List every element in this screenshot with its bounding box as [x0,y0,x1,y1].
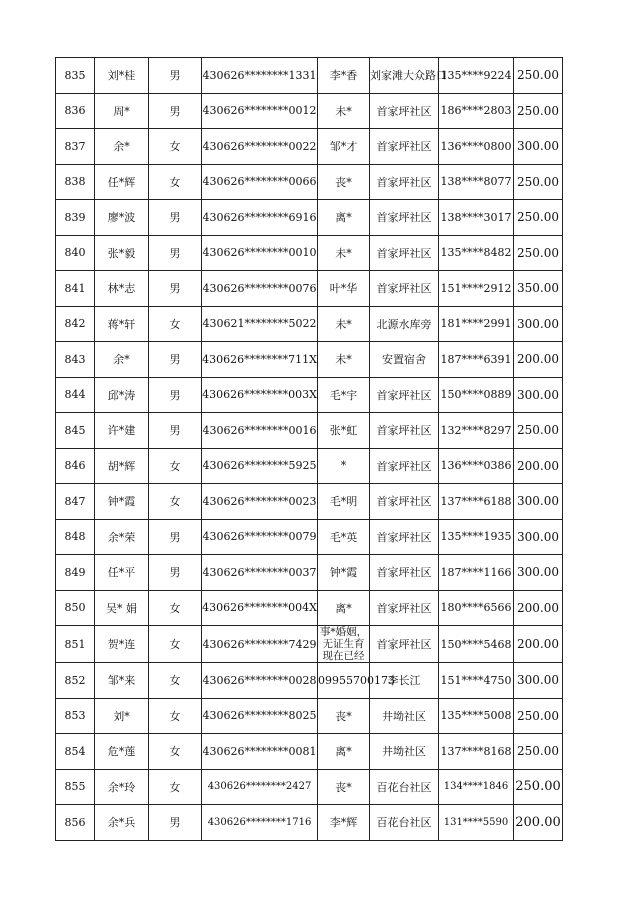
amount-cell: 300.00 [514,555,563,591]
address-cell: 首家坪社区 [370,413,439,449]
name-cell: 余*荣 [95,519,149,555]
relation-cell: 毛*宇 [318,377,370,413]
address-cell: 首家坪社区 [370,519,439,555]
phone-cell: 136****0800 [439,129,514,165]
id-number-cell: 430626********6916 [202,200,318,236]
address-cell: 首家坪社区 [370,377,439,413]
address-cell: 首家坪社区 [370,129,439,165]
row-number: 851 [56,626,95,663]
phone-cell: 180****6566 [439,590,514,626]
name-cell: 廖*波 [95,200,149,236]
relation-cell: 钟*霞 [318,555,370,591]
address-cell: 首家坪社区 [370,626,439,663]
amount-cell: 300.00 [514,484,563,520]
relation-cell: 张*虹 [318,413,370,449]
row-number: 838 [56,164,95,200]
row-number: 855 [56,769,95,805]
id-number-cell: 430626********0076 [202,271,318,307]
name-cell: 危*莲 [95,734,149,770]
name-cell: 刘*桂 [95,58,149,94]
name-cell: 胡*辉 [95,448,149,484]
name-cell: 吴* 娟 [95,590,149,626]
table-row [56,555,563,591]
id-number-cell: 430626********0066 [202,164,318,200]
gender-cell: 男 [149,58,202,94]
amount-cell: 250.00 [514,769,563,805]
name-cell: 贺*连 [95,626,149,663]
name-cell: 蒋*轩 [95,306,149,342]
row-number: 853 [56,698,95,734]
row-number: 839 [56,200,95,236]
table-row [56,58,563,94]
gender-cell: 男 [149,342,202,378]
gender-cell: 男 [149,555,202,591]
table-row [56,129,563,165]
address-cell: 井坳社区 [370,734,439,770]
row-number: 845 [56,413,95,449]
amount-cell: 250.00 [514,93,563,129]
relation-cell: 离* [318,734,370,770]
phone-cell: 187****1166 [439,555,514,591]
phone-cell: 136****0386 [439,448,514,484]
id-number-cell: 430626********0022 [202,129,318,165]
id-number-cell: 430621********5022 [202,306,318,342]
amount-cell: 250.00 [514,734,563,770]
name-cell: 余* [95,342,149,378]
row-number: 852 [56,663,95,699]
address-cell: 北源水库旁 [370,306,439,342]
amount-cell: 250.00 [514,413,563,449]
id-number-cell: 430626********004X [202,590,318,626]
amount-cell: 200.00 [514,448,563,484]
gender-cell: 女 [149,306,202,342]
id-number-cell: 430626********0023 [202,484,318,520]
address-cell: 井坳社区 [370,698,439,734]
table-row [56,306,563,342]
name-cell: 钟*霞 [95,484,149,520]
address-cell: 首家坪社区 [370,590,439,626]
amount-cell: 250.00 [514,235,563,271]
relation-cell: 毛*英 [318,519,370,555]
row-number: 849 [56,555,95,591]
table-row [56,377,563,413]
relation-cell: 离* [318,200,370,236]
table-row [56,93,563,129]
amount-cell: 200.00 [514,805,563,841]
amount-cell: 300.00 [514,377,563,413]
phone-cell: 151****2912 [439,271,514,307]
row-number: 841 [56,271,95,307]
name-cell: 邱*涛 [95,377,149,413]
address-cell: 首家坪社区 [370,271,439,307]
gender-cell: 女 [149,734,202,770]
name-cell: 余*玲 [95,769,149,805]
row-number: 847 [56,484,95,520]
address-cell: 首家坪社区 [370,235,439,271]
table-row [56,698,563,734]
gender-cell: 女 [149,769,202,805]
id-number-cell: 430626********0081 [202,734,318,770]
amount-cell: 300.00 [514,306,563,342]
gender-cell: 男 [149,377,202,413]
id-number-cell: 430626********711X [202,342,318,378]
relation-cell: 丧* [318,698,370,734]
id-number-cell: 430626********1716 [202,805,318,841]
name-cell: 林*志 [95,271,149,307]
row-number: 850 [56,590,95,626]
relation-cell: 叶*华 [318,271,370,307]
address-cell: 首家坪社区 [370,555,439,591]
relation-cell: 邹*才 [318,129,370,165]
amount-cell: 250.00 [514,200,563,236]
gender-cell: 男 [149,200,202,236]
name-cell: 邹*来 [95,663,149,699]
phone-cell: 135****1935 [439,519,514,555]
phone-cell: 135****9224 [439,58,514,94]
relation-cell: 事*婚姻，无证生育现在已经 [318,626,370,663]
table-row [56,235,563,271]
gender-cell: 女 [149,484,202,520]
amount-cell: 350.00 [514,271,563,307]
address-cell: 首家坪社区 [370,484,439,520]
id-number-cell: 430626********1331 [202,58,318,94]
id-number-cell: 430626********2427 [202,769,318,805]
row-number: 837 [56,129,95,165]
row-number: 854 [56,734,95,770]
gender-cell: 女 [149,590,202,626]
gender-cell: 女 [149,164,202,200]
phone-cell: 132****8297 [439,413,514,449]
phone-cell: 135****8482 [439,235,514,271]
address-cell: 李长江 [370,663,439,699]
gender-cell: 男 [149,519,202,555]
row-number: 842 [56,306,95,342]
name-cell: 周* [95,93,149,129]
amount-cell: 250.00 [514,164,563,200]
table-row [56,448,563,484]
name-cell: 任*平 [95,555,149,591]
id-number-cell: 430626********0028 [202,663,318,699]
table-row [56,164,563,200]
relation-cell: 离* [318,590,370,626]
address-cell: 安置宿舍 [370,342,439,378]
table-row [56,413,563,449]
name-cell: 许*建 [95,413,149,449]
phone-cell: 137****6188 [439,484,514,520]
gender-cell: 男 [149,93,202,129]
relation-cell: 李*辉 [318,805,370,841]
phone-cell: 135****5008 [439,698,514,734]
gender-cell: 女 [149,663,202,699]
phone-cell: 187****6391 [439,342,514,378]
gender-cell: 男 [149,413,202,449]
gender-cell: 男 [149,235,202,271]
amount-cell: 200.00 [514,626,563,663]
id-number-cell: 430626********0079 [202,519,318,555]
id-number-cell: 430626********003X [202,377,318,413]
row-number: 846 [56,448,95,484]
table-row [56,271,563,307]
amount-cell: 300.00 [514,519,563,555]
row-number: 848 [56,519,95,555]
id-number-cell: 430626********5925 [202,448,318,484]
relation-cell: 未* [318,93,370,129]
gender-cell: 女 [149,698,202,734]
phone-cell: 131****5590 [439,805,514,841]
amount-cell: 200.00 [514,342,563,378]
phone-cell: 150****5468 [439,626,514,663]
table-row [56,590,563,626]
address-cell: 百花台社区 [370,769,439,805]
id-number-cell: 430626********8025 [202,698,318,734]
gender-cell: 男 [149,805,202,841]
row-number: 835 [56,58,95,94]
relation-cell: 09955700173 [318,663,370,699]
row-number: 844 [56,377,95,413]
phone-cell: 150****0889 [439,377,514,413]
table-body [56,58,563,841]
name-cell: 刘* [95,698,149,734]
address-cell: 百花台社区 [370,805,439,841]
address-cell: 首家坪社区 [370,93,439,129]
relation-cell: 丧* [318,769,370,805]
id-number-cell: 430626********0037 [202,555,318,591]
row-number: 836 [56,93,95,129]
relation-cell: 未* [318,306,370,342]
table-row [56,484,563,520]
amount-cell: 300.00 [514,129,563,165]
id-number-cell: 430626********0012 [202,93,318,129]
gender-cell: 女 [149,129,202,165]
gender-cell: 女 [149,626,202,663]
row-number: 840 [56,235,95,271]
records-table [55,57,563,841]
relation-cell: 毛*明 [318,484,370,520]
name-cell: 张*毅 [95,235,149,271]
amount-cell: 200.00 [514,590,563,626]
name-cell: 任*辉 [95,164,149,200]
amount-cell: 300.00 [514,663,563,699]
address-cell: 首家坪社区 [370,164,439,200]
phone-cell: 151****4750 [439,663,514,699]
id-number-cell: 430626********7429 [202,626,318,663]
table-row [56,734,563,770]
relation-cell: * [318,448,370,484]
phone-cell: 186****2803 [439,93,514,129]
amount-cell: 250.00 [514,698,563,734]
phone-cell: 138****3017 [439,200,514,236]
name-cell: 余* [95,129,149,165]
table-row [56,200,563,236]
relation-cell: 未* [318,342,370,378]
row-number: 843 [56,342,95,378]
id-number-cell: 430626********0010 [202,235,318,271]
phone-cell: 134****1846 [439,769,514,805]
amount-cell: 250.00 [514,58,563,94]
table-row [56,805,563,841]
gender-cell: 女 [149,448,202,484]
relation-cell: 未* [318,235,370,271]
address-cell: 首家坪社区 [370,448,439,484]
phone-cell: 181****2991 [439,306,514,342]
name-cell: 余*兵 [95,805,149,841]
table-row [56,626,563,663]
relation-cell: 丧* [318,164,370,200]
table-row [56,519,563,555]
relation-cell: 李*香 [318,58,370,94]
table-row [56,769,563,805]
table-row [56,663,563,699]
phone-cell: 137****8168 [439,734,514,770]
gender-cell: 男 [149,271,202,307]
id-number-cell: 430626********0016 [202,413,318,449]
address-cell: 首家坪社区 [370,200,439,236]
phone-cell: 138****8077 [439,164,514,200]
table-row [56,342,563,378]
address-cell: 刘家滩大众路口 [370,58,439,94]
row-number: 856 [56,805,95,841]
